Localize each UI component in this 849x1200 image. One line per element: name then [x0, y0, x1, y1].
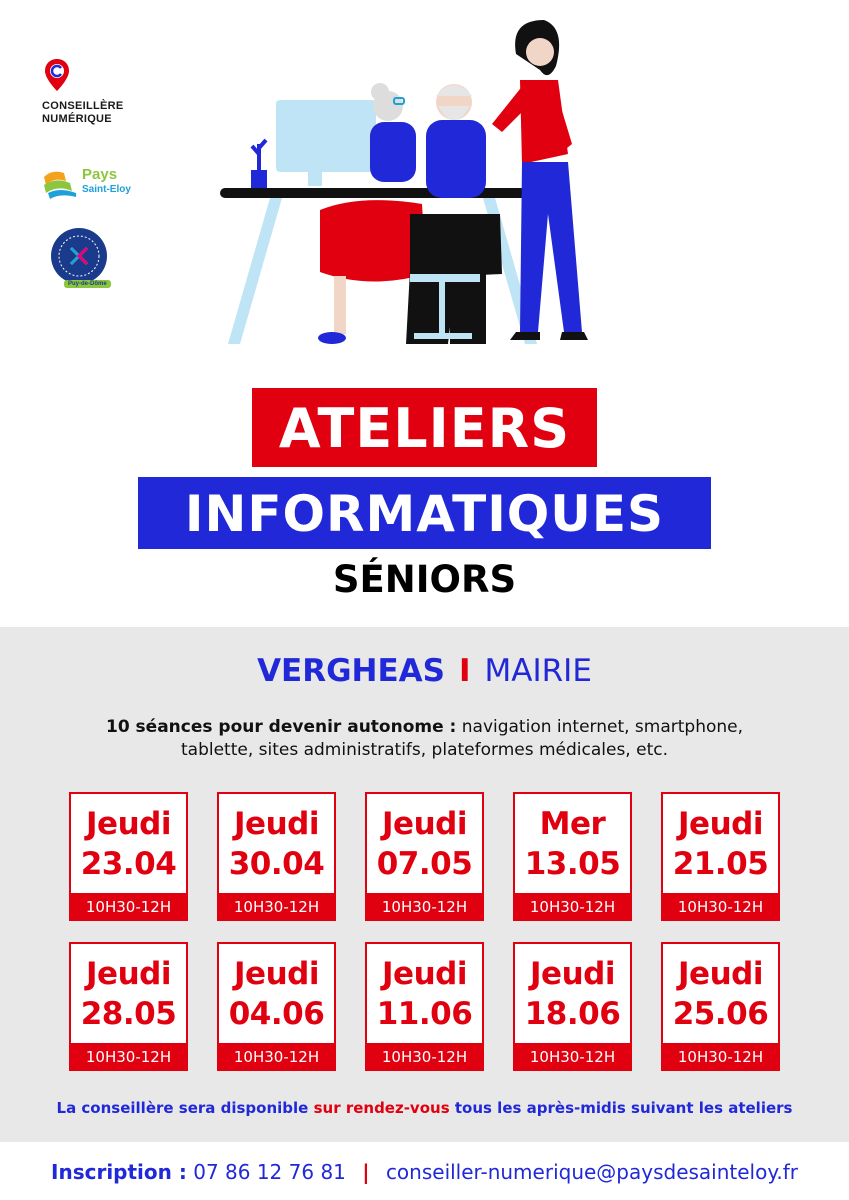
session-time: 10H30-12H — [661, 1043, 780, 1071]
session-time: 10H30-12H — [513, 893, 632, 921]
session-day: Mer — [539, 806, 606, 842]
email-link[interactable]: conseiller-numerique@paysdesainteloy.fr — [385, 1160, 798, 1184]
note-part1: La conseillère sera disponible — [56, 1099, 309, 1117]
description-bold: 10 séances pour devenir autonome : — [105, 717, 457, 737]
title-seniors: SÉNIORS — [332, 558, 517, 601]
description-rest2: tablette, sites administratifs, plateformes médicales, etc. — [180, 740, 668, 760]
session-date: 13.05 — [524, 846, 621, 882]
location — [0, 651, 849, 691]
session-card — [69, 942, 188, 1071]
session-day: Jeudi — [86, 806, 171, 842]
session-card — [513, 792, 632, 921]
saint-eloy-word: Saint-Eloy — [82, 184, 131, 195]
registration-footer — [0, 1158, 849, 1186]
availability-note — [0, 1097, 849, 1119]
session-time: 10H30-12H — [365, 1043, 484, 1071]
note-part2: tous les après-midis suivant les ateliers — [454, 1099, 793, 1117]
session-time: 10H30-12H — [513, 1043, 632, 1071]
session-date: 04.06 — [228, 996, 325, 1032]
location-separator: I — [459, 653, 471, 689]
session-time: 10H30-12H — [69, 893, 188, 921]
seniors-computer-illustration — [210, 14, 650, 349]
session-time: 10H30-12H — [365, 893, 484, 921]
session-day: Jeudi — [530, 956, 615, 992]
session-date: 30.04 — [228, 846, 325, 882]
session-card — [661, 792, 780, 921]
session-card — [661, 942, 780, 1071]
communaute-de-communes-logo — [46, 226, 116, 298]
title-informatiques: INFORMATIQUES — [138, 477, 711, 549]
session-time: 10H30-12H — [69, 1043, 188, 1071]
session-date: 11.06 — [376, 996, 473, 1032]
session-day: Jeudi — [234, 806, 319, 842]
description-rest1: navigation internet, smartphone, — [461, 717, 744, 737]
phone-number[interactable]: 07 86 12 76 81 — [193, 1160, 346, 1184]
location-pin-icon — [44, 58, 70, 92]
session-time: 10H30-12H — [217, 893, 336, 921]
session-date: 28.05 — [80, 996, 177, 1032]
session-card — [217, 792, 336, 921]
session-date: 07.05 — [376, 846, 473, 882]
footer-separator: | — [362, 1160, 370, 1184]
location-city: VERGHEAS — [257, 653, 445, 689]
session-day: Jeudi — [234, 956, 319, 992]
session-day: Jeudi — [382, 806, 467, 842]
session-card — [365, 942, 484, 1071]
logo-text-line2: NUMÉRIQUE — [42, 113, 112, 125]
pays-saint-eloy-logo — [42, 163, 138, 201]
logo-text-line1: CONSEILLÈRE — [42, 100, 124, 112]
session-day: Jeudi — [678, 806, 763, 842]
description — [0, 716, 849, 762]
session-card — [513, 942, 632, 1071]
location-place: MAIRIE — [484, 653, 592, 689]
session-card — [69, 792, 188, 921]
title-ateliers: ATELIERS — [252, 388, 597, 467]
conseillere-numerique-logo — [42, 58, 142, 126]
session-day: Jeudi — [382, 956, 467, 992]
session-date: 18.06 — [524, 996, 621, 1032]
pays-word: Pays — [82, 166, 118, 183]
session-card — [365, 792, 484, 921]
note-highlight: sur rendez-vous — [313, 1099, 450, 1117]
session-card — [217, 942, 336, 1071]
session-time: 10H30-12H — [661, 893, 780, 921]
session-date: 21.05 — [672, 846, 769, 882]
session-day: Jeudi — [678, 956, 763, 992]
cdc-ribbon: Puy-de-Dôme — [64, 280, 111, 288]
session-day: Jeudi — [86, 956, 171, 992]
session-time: 10H30-12H — [217, 1043, 336, 1071]
session-date: 25.06 — [672, 996, 769, 1032]
session-date: 23.04 — [80, 846, 177, 882]
registration-label: Inscription : — [51, 1160, 187, 1184]
